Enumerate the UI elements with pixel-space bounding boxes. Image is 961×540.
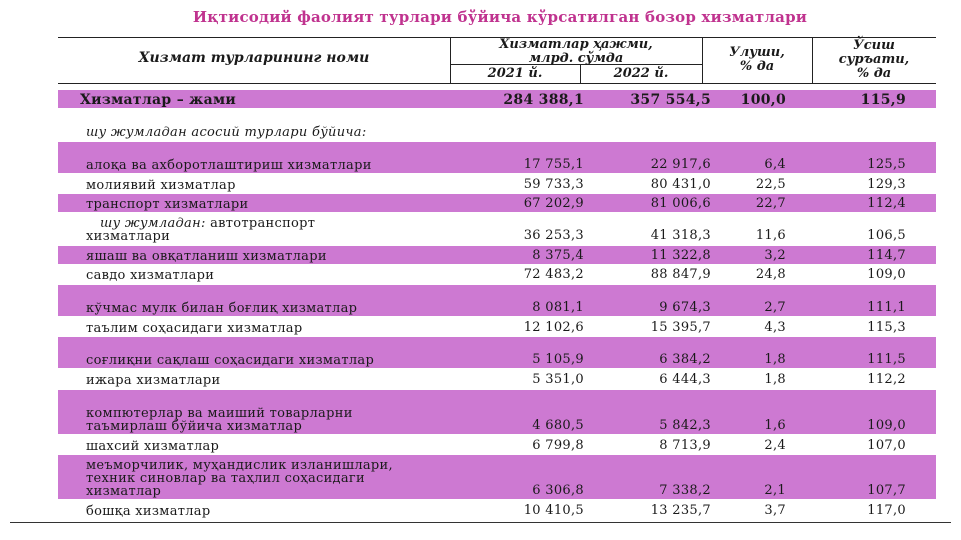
table-row-subheading: шу жумладан асосий турлари бўйича:: [86, 125, 367, 140]
table-row: яшаш ва овқатланиш хизматлари 8 375,4 11 322,8 3,2 114,7: [58, 246, 936, 264]
table-row: компютерлар ва маиший товарларни таъмирлаш бўйича хизматлар 4 680,5 5 842,3 1,6 109,0: [58, 390, 936, 434]
footer-divider: [10, 522, 951, 523]
table-row: бошқа хизматлар 10 410,5 13 235,7 3,7 117,0: [86, 503, 906, 519]
header-service-name: Хизмат турларининг номи: [138, 50, 370, 66]
table-row: молиявий хизматлар 59 733,3 80 431,0 22,5 129,3: [86, 177, 906, 193]
header-growth: Ўсиш суръати, % да: [838, 38, 910, 81]
header-volume: Хизматлар ҳажми, млрд. сўмда: [499, 37, 653, 66]
table-row: шу жумладан: автотранспорт хизматлари 36 253,3 41 318,3 11,6 106,5: [86, 216, 906, 244]
table-row: шахсий хизматлар 6 799,8 8 713,9 2,4 107,0: [86, 438, 906, 454]
header-year-2022: 2022 й.: [613, 66, 669, 81]
header-bottom-rule: [58, 83, 936, 84]
table-row: соғлиқни сақлаш соҳасидаги хизматлар 5 105,9 6 384,2 1,8 111,5: [58, 337, 936, 368]
table-row: алоқа ва ахборотлаштириш хизматлари 17 755,1 22 917,6 6,4 125,5: [58, 142, 936, 173]
table-row: меъморчилик, муҳандислик изланишлари, техник синовлар ва таҳлил соҳасидаги хизматлар 6 306,8 7 338,2 2,1 107,7: [58, 455, 936, 499]
table-row: таълим соҳасидаги хизматлар 12 102,6 15 395,7 4,3 115,3: [86, 320, 906, 336]
table-row: кўчмас мулк билан боғлиқ хизматлар 8 081,1 9 674,3 2,7 111,1: [58, 285, 936, 316]
table-row-total: Хизматлар – жами 284 388,1 357 554,5 100,0 115,9: [58, 90, 936, 108]
table-row: транспорт хизматлари 67 202,9 81 006,6 22,7 112,4: [58, 194, 936, 212]
page-title: Иқтисодий фаолият турлари бўйича кўрсатилган бозор хизматлари: [192, 8, 808, 26]
table-row: ижара хизматлари 5 351,0 6 444,3 1,8 112,2: [86, 372, 906, 388]
header-year-2021: 2021 й.: [487, 66, 543, 81]
header-share: Улуши, % да: [729, 45, 785, 74]
table-row: савдо хизматлари 72 483,2 88 847,9 24,8 109,0: [86, 267, 906, 283]
